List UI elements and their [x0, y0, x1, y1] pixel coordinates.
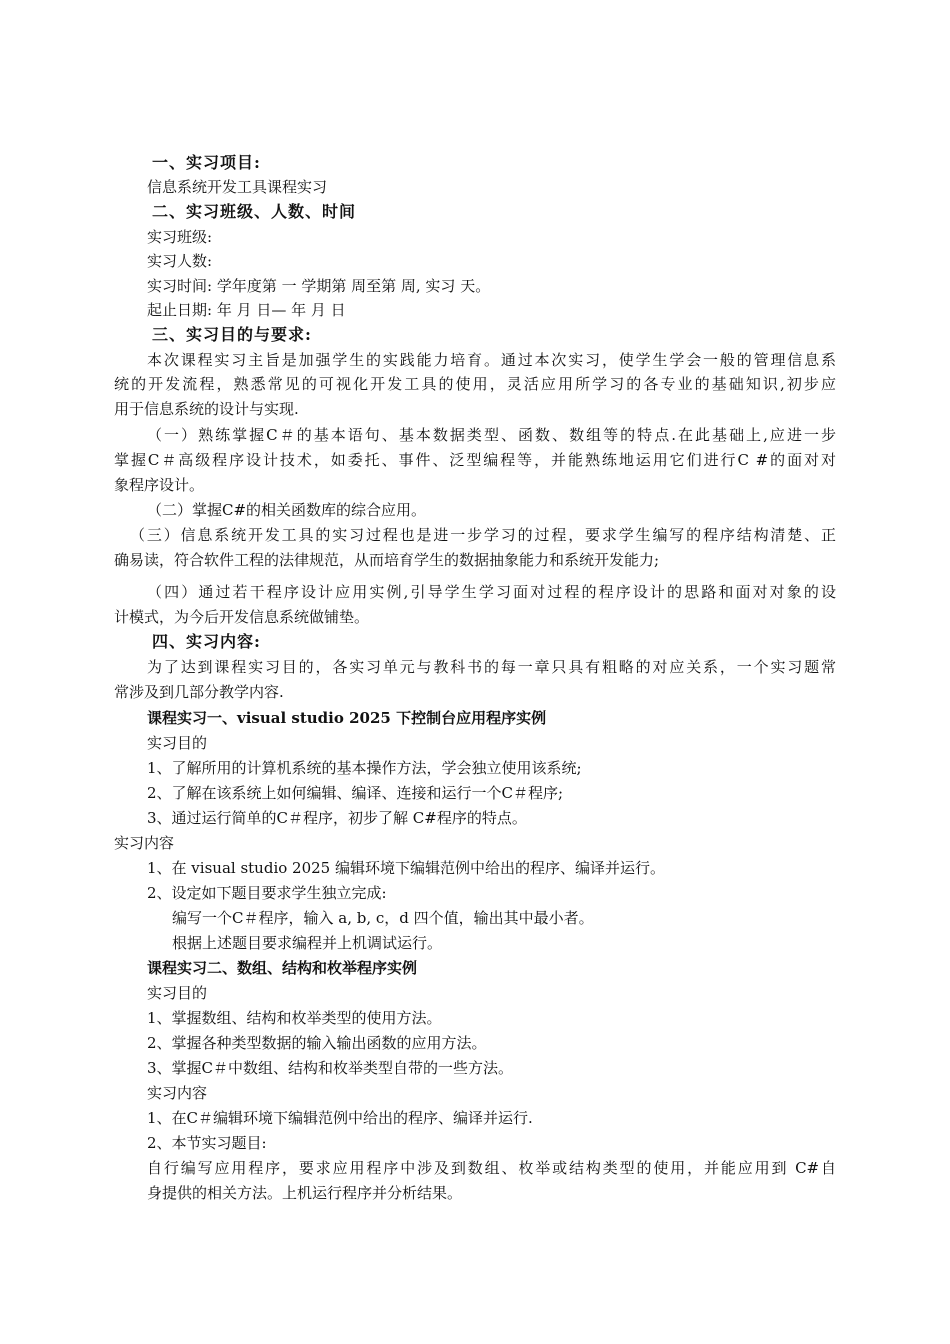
lab-1-title: 课程实习一、visual studio 2025 下控制台应用程序实例 [147, 709, 547, 727]
goal-paragraph-line: 用于信息系统的设计与实现. [114, 400, 299, 418]
time-field: 实习时间: 学年度第 一 学期第 周至第 周, 实习 天。 [147, 277, 491, 295]
lab-2-task-line: 身提供的相关方法。上机运行程序并分析结果。 [147, 1184, 463, 1202]
project-name: 信息系统开发工具课程实习 [147, 178, 328, 196]
lab-2-content-item: 2、本节实习题目: [147, 1134, 267, 1152]
lab-2-goal-label: 实习目的 [147, 984, 208, 1002]
requirement-3-line: （三）信息系统开发工具的实习过程也是进一步学习的过程，要求学生编写的程序结构清楚、正 [130, 526, 836, 544]
date-range-field: 起止日期: 年 月 日— 年 月 日 [147, 301, 346, 319]
section-heading-goals: 三、实习目的与要求: [152, 325, 312, 344]
count-field: 实习人数: [147, 252, 213, 270]
section-heading-project: 一、实习项目: [152, 153, 261, 172]
lab-1-task: 编写一个C＃程序，输入 a, b, c，d 四个值，输出其中最小者。 [172, 909, 594, 927]
requirement-4-line: 计模式，为今后开发信息系统做铺垫。 [114, 608, 370, 626]
class-field: 实习班级: [147, 228, 213, 246]
content-paragraph-line: 常涉及到几部分教学内容. [114, 683, 284, 701]
requirement-4-line: （四）通过若干程序设计应用实例,引导学生学习面对过程的程序设计的思路和面对对象的设 [147, 583, 836, 601]
requirement-2: （二）掌握C#的相关函数库的综合应用。 [147, 501, 427, 519]
lab-1-goal-label: 实习目的 [147, 734, 208, 752]
lab-1-goal-item: 1、了解所用的计算机系统的基本操作方法，学会独立使用该系统; [147, 759, 582, 777]
lab-2-goal-item: 1、掌握数组、结构和枚举类型的使用方法。 [147, 1009, 442, 1027]
lab-1-content-label: 实习内容 [114, 834, 175, 852]
lab-1-task-note: 根据上述题目要求编程并上机调试运行。 [172, 934, 443, 952]
lab-1-goal-item: 2、了解在该系统上如何编辑、编译、连接和运行一个C＃程序; [147, 784, 564, 802]
requirement-3-line: 确易读，符合软件工程的法律规范，从而培育学生的数据抽象能力和系统开发能力; [114, 551, 660, 569]
lab-2-task-line: 自行编写应用程序，要求应用程序中涉及到数组、枚举或结构类型的使用，并能应用到 C#自 [147, 1159, 836, 1177]
lab-1-content-item: 1、在 visual studio 2025 编辑环境下编辑范例中给出的程序、编译并运行。 [147, 859, 665, 877]
lab-2-goal-item: 2、掌握各种类型数据的输入输出函数的应用方法。 [147, 1034, 487, 1052]
lab-1-content-item: 2、设定如下题目要求学生独立完成: [147, 884, 387, 902]
lab-2-goal-item: 3、掌握C＃中数组、结构和枚举类型自带的一些方法。 [147, 1059, 514, 1077]
lab-1-goal-item: 3、通过运行简单的C＃程序，初步了解 C#程序的特点。 [147, 809, 527, 827]
goal-paragraph-line: 统的开发流程，熟悉常见的可视化开发工具的使用，灵活应用所学习的各专业的基础知识,初步应 [114, 375, 836, 393]
section-heading-class-info: 二、实习班级、人数、时间 [152, 202, 357, 221]
lab-2-title: 课程实习二、数组、结构和枚举程序实例 [147, 959, 418, 977]
requirement-1-line: 掌握C＃高级程序设计技术，如委托、事件、泛型编程等，并能熟练地运用它们进行C #的面对对 [114, 451, 836, 469]
goal-paragraph-line: 本次课程实习主旨是加强学生的实践能力培育。通过本次实习，使学生学会一般的管理信息系 [147, 351, 836, 369]
requirement-1-line: （一）熟练掌握C＃的基本语句、基本数据类型、函数、数组等的特点.在此基础上,应进一步 [147, 426, 836, 444]
lab-2-content-label: 实习内容 [147, 1084, 208, 1102]
lab-2-content-item: 1、在C＃编辑环境下编辑范例中给出的程序、编译并运行. [147, 1109, 533, 1127]
section-heading-content: 四、实习内容: [152, 632, 261, 651]
content-paragraph-line: 为了达到课程实习目的，各实习单元与教科书的每一章只具有粗略的对应关系，一个实习题常 [147, 658, 836, 676]
requirement-1-line: 象程序设计。 [114, 476, 205, 494]
